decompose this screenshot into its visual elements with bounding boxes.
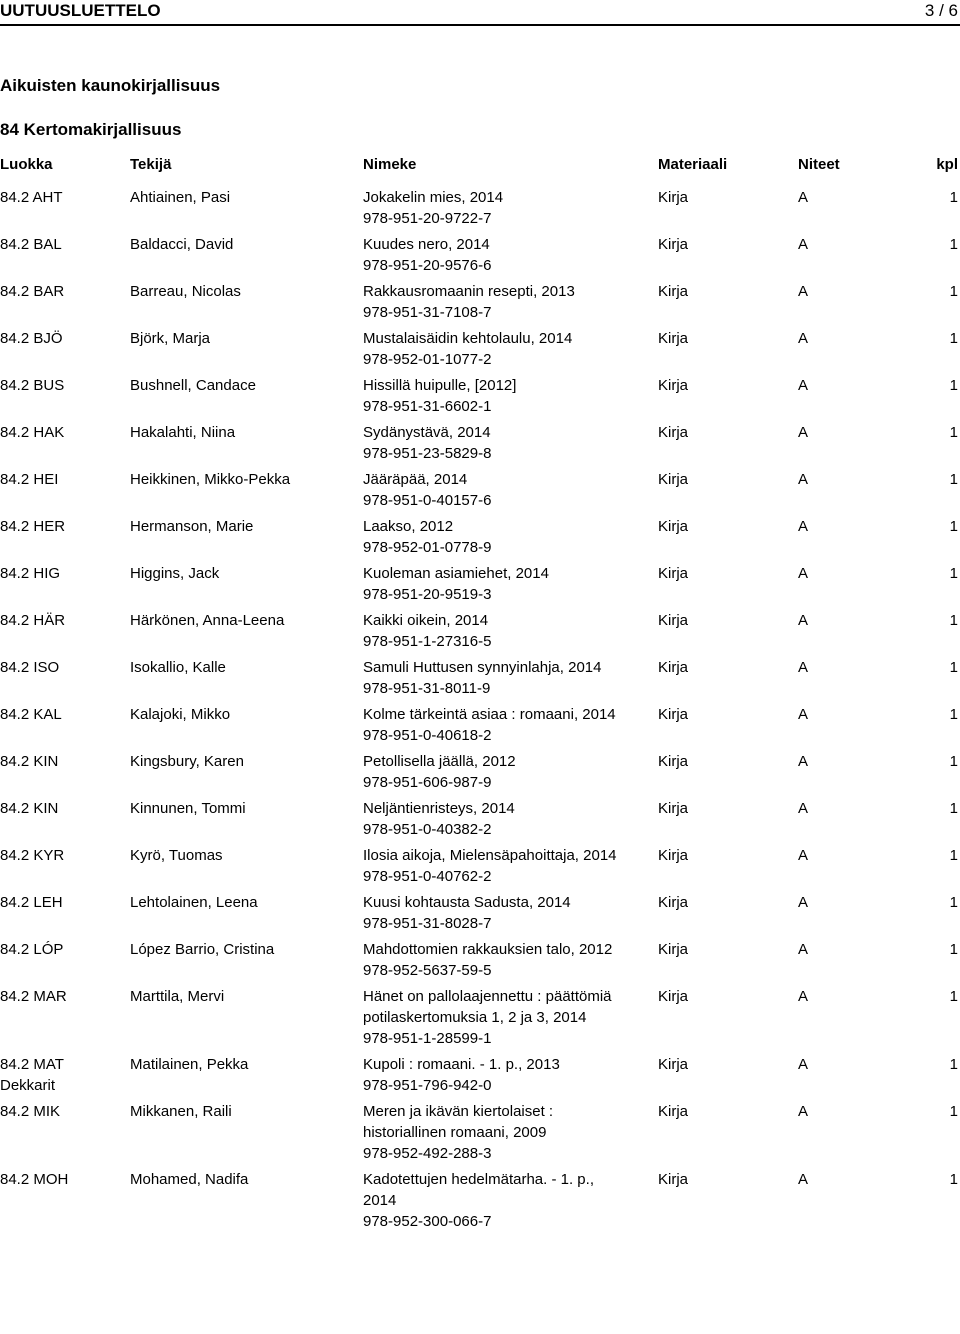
row-count: 1 bbox=[949, 565, 958, 582]
row-title-cell bbox=[363, 986, 623, 1049]
table-row bbox=[0, 563, 960, 610]
table-row bbox=[0, 1101, 960, 1169]
header-rule bbox=[0, 24, 960, 26]
column-header-author: Tekijä bbox=[130, 156, 172, 173]
row-author: Hakalahti, Niina bbox=[130, 424, 236, 441]
row-author: Björk, Marja bbox=[130, 330, 211, 347]
row-isbn: 978-951-1-28599-1 bbox=[363, 1030, 492, 1047]
row-material: Kirja bbox=[658, 1171, 689, 1188]
row-title: Kadotettujen hedelmätarha. - 1. p., 2014 bbox=[363, 1171, 594, 1209]
row-material: Kirja bbox=[658, 424, 689, 441]
row-author: Isokallio, Kalle bbox=[130, 659, 226, 676]
row-material: Kirja bbox=[658, 753, 689, 770]
row-title: Samuli Huttusen synnyinlahja, 2014 bbox=[363, 659, 602, 676]
row-isbn: 978-951-23-5829-8 bbox=[363, 445, 492, 462]
table-row bbox=[0, 704, 960, 751]
row-notes: A bbox=[798, 659, 809, 676]
row-author: Barreau, Nicolas bbox=[130, 283, 241, 300]
row-count: 1 bbox=[949, 941, 958, 958]
row-title-cell bbox=[363, 328, 623, 370]
row-material: Kirja bbox=[658, 471, 689, 488]
row-title-cell bbox=[363, 516, 623, 558]
row-isbn: 978-951-20-9722-7 bbox=[363, 210, 492, 227]
subcategory-heading: 84 Kertomakirjallisuus bbox=[0, 120, 182, 139]
row-title-cell bbox=[363, 422, 623, 464]
row-notes: A bbox=[798, 1171, 809, 1188]
row-count: 1 bbox=[949, 612, 958, 629]
row-isbn: 978-951-0-40382-2 bbox=[363, 821, 492, 838]
row-count: 1 bbox=[949, 1056, 958, 1073]
table-row bbox=[0, 469, 960, 516]
row-isbn: 978-951-20-9519-3 bbox=[363, 586, 492, 603]
row-class: 84.2 BAR bbox=[0, 283, 65, 300]
row-count: 1 bbox=[949, 659, 958, 676]
row-material: Kirja bbox=[658, 1103, 689, 1120]
row-isbn: 978-952-01-0778-9 bbox=[363, 539, 492, 556]
row-isbn: 978-951-20-9576-6 bbox=[363, 257, 492, 274]
row-isbn: 978-951-0-40157-6 bbox=[363, 492, 492, 509]
row-notes: A bbox=[798, 894, 809, 911]
table-row bbox=[0, 986, 960, 1054]
row-title: Kuoleman asiamiehet, 2014 bbox=[363, 565, 549, 582]
row-author: Matilainen, Pekka bbox=[130, 1056, 249, 1073]
document-title: UUTUUSLUETTELO bbox=[0, 1, 161, 20]
row-count: 1 bbox=[949, 1171, 958, 1188]
row-isbn: 978-951-1-27316-5 bbox=[363, 633, 492, 650]
row-isbn: 978-951-31-8028-7 bbox=[363, 915, 492, 932]
row-count: 1 bbox=[949, 283, 958, 300]
row-count: 1 bbox=[949, 518, 958, 535]
row-title: Rakkausromaanin resepti, 2013 bbox=[363, 283, 575, 300]
row-notes: A bbox=[798, 988, 809, 1005]
row-class: 84.2 KAL bbox=[0, 706, 62, 723]
table-row bbox=[0, 892, 960, 939]
row-class: 84.2 MOH bbox=[0, 1171, 69, 1188]
page-number: 3 / 6 bbox=[924, 1, 958, 20]
row-title: Sydänystävä, 2014 bbox=[363, 424, 491, 441]
row-title: Kaikki oikein, 2014 bbox=[363, 612, 489, 629]
row-material: Kirja bbox=[658, 518, 689, 535]
row-isbn: 978-951-31-7108-7 bbox=[363, 304, 492, 321]
row-material: Kirja bbox=[658, 800, 689, 817]
row-author: Kinnunen, Tommi bbox=[130, 800, 246, 817]
table-row bbox=[0, 328, 960, 375]
column-header-material: Materiaali bbox=[658, 156, 728, 173]
row-class: 84.2 LÓP bbox=[0, 941, 64, 958]
row-author: Higgins, Jack bbox=[130, 565, 220, 582]
row-material: Kirja bbox=[658, 330, 689, 347]
row-notes: A bbox=[798, 377, 809, 394]
row-material: Kirja bbox=[658, 236, 689, 253]
table-row bbox=[0, 751, 960, 798]
row-count: 1 bbox=[949, 800, 958, 817]
row-notes: A bbox=[798, 1103, 809, 1120]
row-count: 1 bbox=[949, 236, 958, 253]
row-title-cell bbox=[363, 187, 623, 229]
row-count: 1 bbox=[949, 847, 958, 864]
row-title-cell bbox=[363, 704, 623, 746]
row-isbn: 978-952-300-066-7 bbox=[363, 1213, 492, 1230]
row-class: 84.2 KIN bbox=[0, 753, 59, 770]
row-title-cell bbox=[363, 563, 623, 605]
row-author: Härkönen, Anna-Leena bbox=[130, 612, 285, 629]
row-notes: A bbox=[798, 424, 809, 441]
row-class: 84.2 MAT Dekkarit bbox=[0, 1056, 64, 1094]
row-material: Kirja bbox=[658, 612, 689, 629]
row-class: 84.2 KYR bbox=[0, 847, 65, 864]
row-material: Kirja bbox=[658, 189, 689, 206]
table-row bbox=[0, 1169, 960, 1237]
row-title-cell bbox=[363, 939, 623, 981]
row-isbn: 978-951-796-942-0 bbox=[363, 1077, 492, 1094]
row-author: Hermanson, Marie bbox=[130, 518, 254, 535]
row-count: 1 bbox=[949, 377, 958, 394]
row-count: 1 bbox=[949, 330, 958, 347]
row-material: Kirja bbox=[658, 659, 689, 676]
row-title-cell bbox=[363, 234, 623, 276]
row-notes: A bbox=[798, 471, 809, 488]
table-row bbox=[0, 845, 960, 892]
table-header bbox=[0, 154, 960, 176]
row-count: 1 bbox=[949, 1103, 958, 1120]
row-isbn: 978-951-0-40762-2 bbox=[363, 868, 492, 885]
row-title: Kupoli : romaani. - 1. p., 2013 bbox=[363, 1056, 560, 1073]
column-header-class: Luokka bbox=[0, 156, 53, 173]
row-author: Kingsbury, Karen bbox=[130, 753, 244, 770]
row-isbn: 978-951-31-6602-1 bbox=[363, 398, 492, 415]
row-title-cell bbox=[363, 1101, 623, 1164]
table-row bbox=[0, 375, 960, 422]
row-title: Kuusi kohtausta Sadusta, 2014 bbox=[363, 894, 571, 911]
row-title: Hissillä huipulle, [2012] bbox=[363, 377, 517, 394]
row-author: Marttila, Mervi bbox=[130, 988, 225, 1005]
row-isbn: 978-952-5637-59-5 bbox=[363, 962, 492, 979]
row-title: Petollisella jäällä, 2012 bbox=[363, 753, 516, 770]
row-class: 84.2 KIN bbox=[0, 800, 59, 817]
row-count: 1 bbox=[949, 189, 958, 206]
row-material: Kirja bbox=[658, 847, 689, 864]
row-title-cell bbox=[363, 798, 623, 840]
row-class: 84.2 BAL bbox=[0, 236, 62, 253]
table-row bbox=[0, 187, 960, 234]
row-notes: A bbox=[798, 283, 809, 300]
table-row bbox=[0, 610, 960, 657]
row-class: 84.2 MAR bbox=[0, 988, 67, 1005]
row-title-cell bbox=[363, 845, 623, 887]
row-material: Kirja bbox=[658, 377, 689, 394]
row-author: Ahtiainen, Pasi bbox=[130, 189, 231, 206]
row-author: Kyrö, Tuomas bbox=[130, 847, 223, 864]
row-notes: A bbox=[798, 847, 809, 864]
row-notes: A bbox=[798, 518, 809, 535]
row-title: Neljäntienristeys, 2014 bbox=[363, 800, 515, 817]
row-author: Mohamed, Nadifa bbox=[130, 1171, 249, 1188]
row-title: Kuudes nero, 2014 bbox=[363, 236, 490, 253]
row-notes: A bbox=[798, 941, 809, 958]
book-list bbox=[0, 187, 960, 1237]
row-notes: A bbox=[798, 706, 809, 723]
row-material: Kirja bbox=[658, 565, 689, 582]
row-title-cell bbox=[363, 281, 623, 323]
row-author: Heikkinen, Mikko-Pekka bbox=[130, 471, 291, 488]
row-notes: A bbox=[798, 236, 809, 253]
row-count: 1 bbox=[949, 424, 958, 441]
row-author: López Barrio, Cristina bbox=[130, 941, 275, 958]
row-isbn: 978-951-0-40618-2 bbox=[363, 727, 492, 744]
row-notes: A bbox=[798, 189, 809, 206]
table-row bbox=[0, 234, 960, 281]
page-header bbox=[0, 0, 960, 24]
row-author: Baldacci, David bbox=[130, 236, 234, 253]
row-title-cell bbox=[363, 610, 623, 652]
table-row bbox=[0, 798, 960, 845]
category-heading: Aikuisten kaunokirjallisuus bbox=[0, 76, 221, 95]
column-header-count: kpl bbox=[936, 156, 958, 173]
row-isbn: 978-952-01-1077-2 bbox=[363, 351, 492, 368]
row-count: 1 bbox=[949, 706, 958, 723]
row-material: Kirja bbox=[658, 941, 689, 958]
row-title-cell bbox=[363, 892, 623, 934]
row-title-cell bbox=[363, 1054, 623, 1096]
row-author: Kalajoki, Mikko bbox=[130, 706, 231, 723]
row-class: 84.2 MIK bbox=[0, 1103, 61, 1120]
row-title: Mahdottomien rakkauksien talo, 2012 bbox=[363, 941, 613, 958]
row-notes: A bbox=[798, 565, 809, 582]
row-author: Lehtolainen, Leena bbox=[130, 894, 258, 911]
row-title: Hänet on pallolaajennettu : päättömiä potilaskertomuksia 1, 2 ja 3, 2014 bbox=[363, 988, 612, 1026]
row-isbn: 978-952-492-288-3 bbox=[363, 1145, 492, 1162]
row-isbn: 978-951-31-8011-9 bbox=[363, 680, 491, 697]
row-title: Laakso, 2012 bbox=[363, 518, 454, 535]
row-material: Kirja bbox=[658, 706, 689, 723]
row-class: 84.2 HAK bbox=[0, 424, 65, 441]
row-class: 84.2 AHT bbox=[0, 189, 63, 206]
row-class: 84.2 ISO bbox=[0, 659, 60, 676]
row-title-cell bbox=[363, 1169, 623, 1232]
column-header-title: Nimeke bbox=[363, 156, 417, 173]
table-row bbox=[0, 939, 960, 986]
row-material: Kirja bbox=[658, 283, 689, 300]
row-class: 84.2 HIG bbox=[0, 565, 61, 582]
column-header-notes: Niteet bbox=[798, 156, 840, 173]
row-title: Jääräpää, 2014 bbox=[363, 471, 468, 488]
row-notes: A bbox=[798, 612, 809, 629]
row-title-cell bbox=[363, 751, 623, 793]
row-class: 84.2 HEI bbox=[0, 471, 59, 488]
row-count: 1 bbox=[949, 894, 958, 911]
table-row bbox=[0, 281, 960, 328]
row-material: Kirja bbox=[658, 988, 689, 1005]
row-class: 84.2 HER bbox=[0, 518, 66, 535]
row-count: 1 bbox=[949, 471, 958, 488]
row-title: Kolme tärkeintä asiaa : romaani, 2014 bbox=[363, 706, 616, 723]
table-row bbox=[0, 516, 960, 563]
row-author: Bushnell, Candace bbox=[130, 377, 256, 394]
row-class: 84.2 BUS bbox=[0, 377, 65, 394]
row-class: 84.2 LEH bbox=[0, 894, 63, 911]
row-isbn: 978-951-606-987-9 bbox=[363, 774, 492, 791]
row-material: Kirja bbox=[658, 894, 689, 911]
row-count: 1 bbox=[949, 753, 958, 770]
row-material: Kirja bbox=[658, 1056, 689, 1073]
row-notes: A bbox=[798, 753, 809, 770]
row-count: 1 bbox=[949, 988, 958, 1005]
row-class: 84.2 BJÖ bbox=[0, 330, 63, 347]
table-row bbox=[0, 1054, 960, 1101]
row-author: Mikkanen, Raili bbox=[130, 1103, 232, 1120]
row-title: Mustalaisäidin kehtolaulu, 2014 bbox=[363, 330, 573, 347]
row-title-cell bbox=[363, 469, 623, 511]
table-row bbox=[0, 422, 960, 469]
row-title-cell bbox=[363, 375, 623, 417]
row-class: 84.2 HÄR bbox=[0, 612, 66, 629]
row-notes: A bbox=[798, 800, 809, 817]
row-title: Jokakelin mies, 2014 bbox=[363, 189, 504, 206]
row-title-cell bbox=[363, 657, 623, 699]
table-row bbox=[0, 657, 960, 704]
row-notes: A bbox=[798, 330, 809, 347]
row-title: Ilosia aikoja, Mielensäpahoittaja, 2014 bbox=[363, 847, 617, 864]
row-notes: A bbox=[798, 1056, 809, 1073]
row-title: Meren ja ikävän kiertolaiset : historiallinen romaani, 2009 bbox=[363, 1103, 554, 1141]
